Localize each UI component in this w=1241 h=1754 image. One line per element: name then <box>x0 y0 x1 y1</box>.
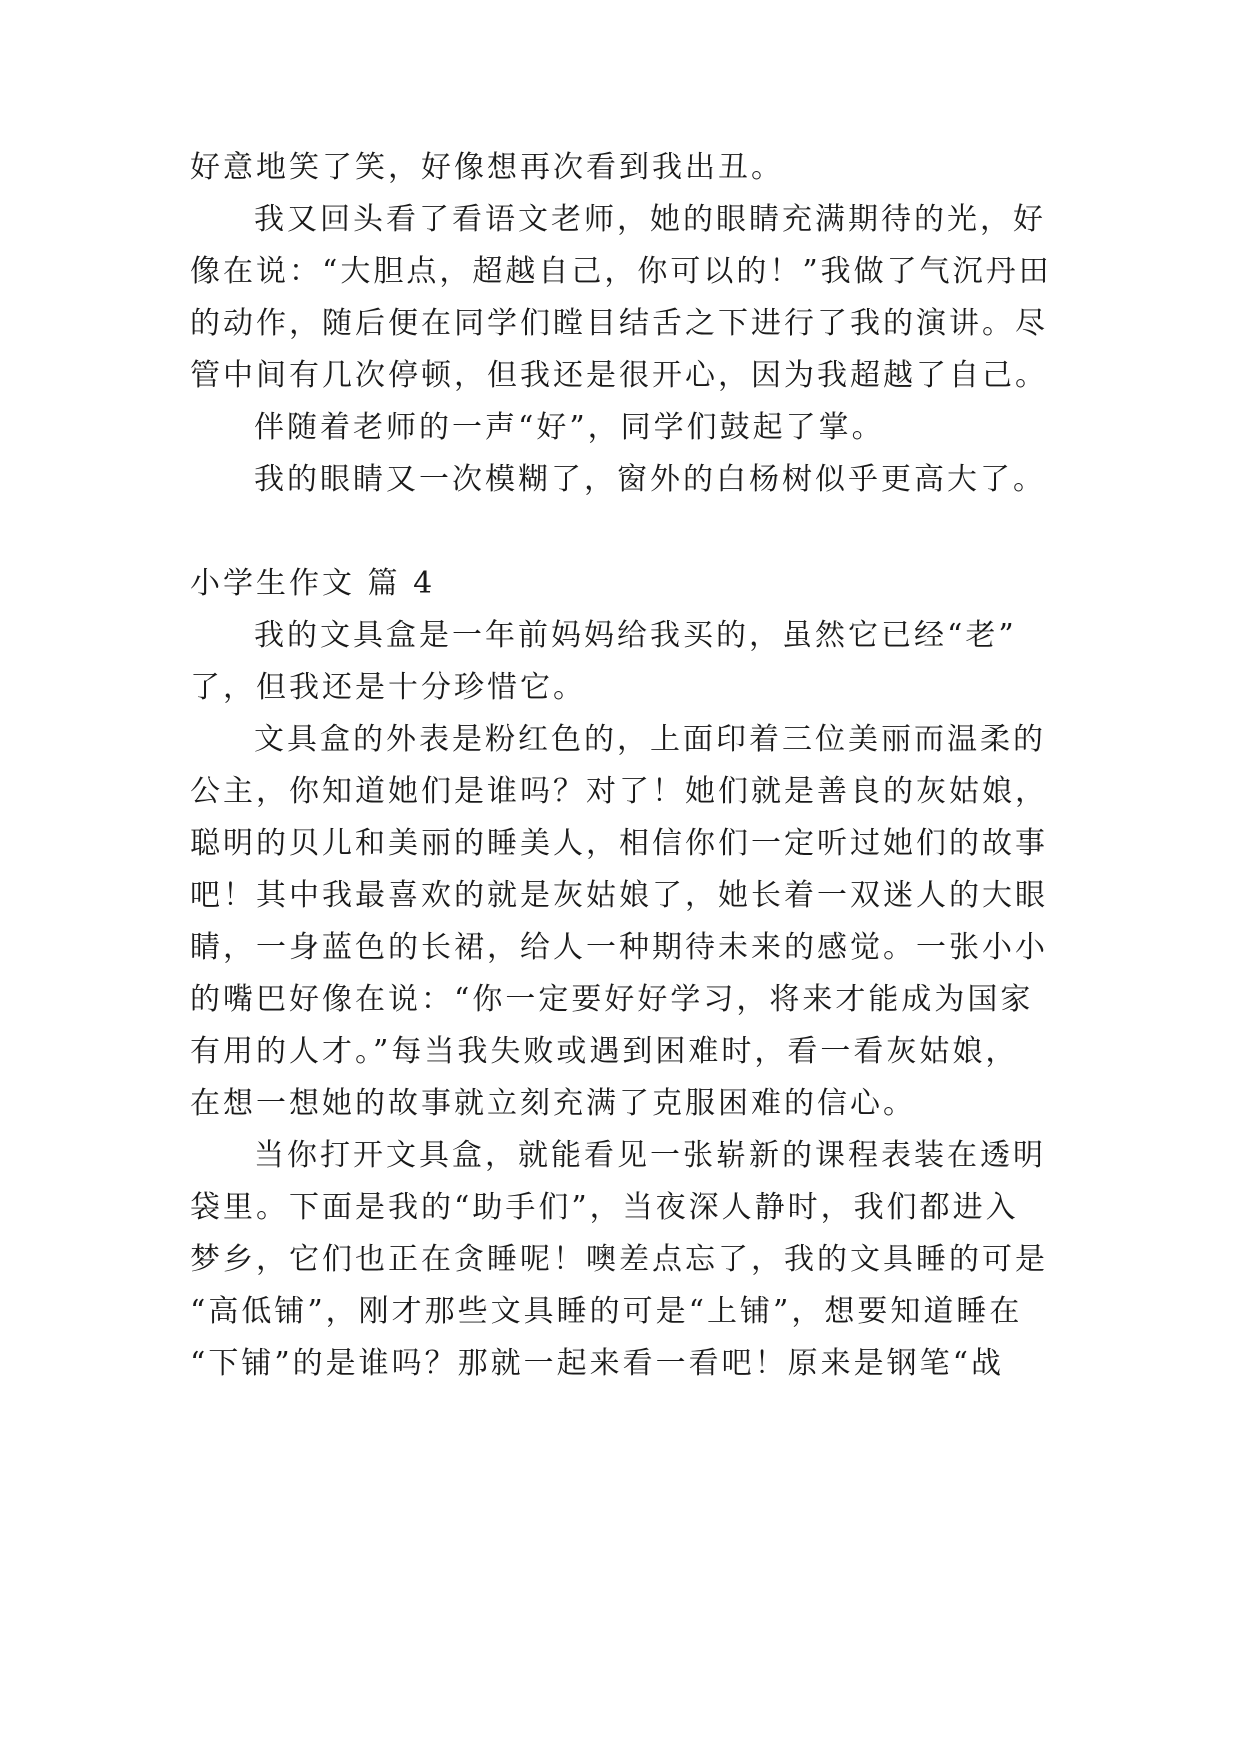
text-line: 聪明的贝儿和美丽的睡美人，相信你们一定听过她们的故事 <box>190 826 1048 861</box>
paragraph-start-line: 我的眼睛又一次模糊了，窗外的白杨树似乎更高大了。 <box>254 462 1046 497</box>
text-line: “下铺”的是谁吗？那就一起来看一看吧！原来是钢笔“战 <box>190 1346 1005 1381</box>
text-line: 在想一想她的故事就立刻充满了克服困难的信心。 <box>190 1086 916 1121</box>
text-line: 睛，一身蓝色的长裙，给人一种期待未来的感觉。一张小小 <box>190 930 1048 965</box>
text-line: 袋里。下面是我的“助手们”，当夜深人静时，我们都进入 <box>190 1190 1019 1225</box>
text-line: 梦乡，它们也正在贪睡呢！噢差点忘了，我的文具睡的可是 <box>190 1242 1048 1277</box>
paragraph-start-line: 我又回头看了看语文老师，她的眼睛充满期待的光，好 <box>254 202 1046 237</box>
text-line: “高低铺”，刚才那些文具睡的可是“上铺”，想要知道睡在 <box>190 1294 1023 1329</box>
paragraph-start-line: 文具盒的外表是粉红色的，上面印着三位美丽而温柔的 <box>254 722 1046 757</box>
text-line: 公主，你知道她们是谁吗？对了！她们就是善良的灰姑娘， <box>190 774 1048 809</box>
text-line: 有用的人才。”每当我失败或遇到困难时，看一看灰姑娘， <box>190 1034 1019 1069</box>
text-line: 吧！其中我最喜欢的就是灰姑娘了，她长着一双迷人的大眼 <box>190 878 1048 913</box>
section-heading: 小学生作文 篇 4 <box>190 566 436 601</box>
paragraph-start-line: 我的文具盒是一年前妈妈给我买的，虽然它已经“老” <box>254 618 1017 653</box>
text-line: 好意地笑了笑，好像想再次看到我出丑。 <box>190 150 784 185</box>
text-line: 像在说：“大胆点，超越自己，你可以的！”我做了气沉丹田 <box>190 254 1052 289</box>
paragraph-start-line: 伴随着老师的一声“好”，同学们鼓起了掌。 <box>254 410 885 445</box>
text-line: 的嘴巴好像在说：“你一定要好好学习，将来才能成为国家 <box>190 982 1034 1017</box>
text-line: 了，但我还是十分珍惜它。 <box>190 670 586 705</box>
text-line: 管中间有几次停顿，但我还是很开心，因为我超越了自己。 <box>190 358 1048 393</box>
text-line: 的动作，随后便在同学们瞠目结舌之下进行了我的演讲。尽 <box>190 306 1048 341</box>
paragraph-start-line: 当你打开文具盒，就能看见一张崭新的课程表装在透明 <box>254 1138 1046 1173</box>
